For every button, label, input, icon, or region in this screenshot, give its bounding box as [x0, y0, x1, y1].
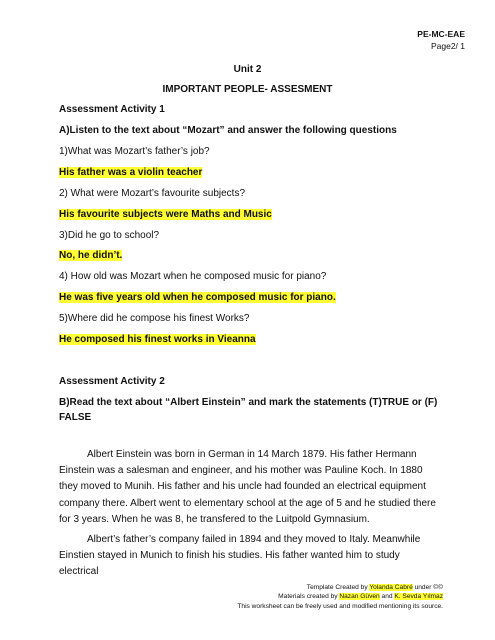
question-4: 4) How old was Mozart when he composed music for piano?: [59, 271, 327, 282]
activity1-instruction: A)Listen to the text about “Mozart” and answer the following questions: [59, 125, 397, 136]
materials-author-2: K. Sevda Yılmaz: [394, 593, 443, 601]
unit-label: Unit 2: [233, 64, 262, 75]
document-code: PE-MC-EAE: [417, 29, 465, 39]
answer-2: His favourite subjects were Maths and Music: [59, 209, 272, 220]
footer-text: Materials created by: [278, 593, 340, 601]
question-3: 3)Did he go to school?: [59, 230, 160, 241]
answer-5: He composed his finest works in Vieanna: [59, 334, 256, 345]
question-1: 1)What was Mozart’s father’s job?: [59, 146, 210, 157]
answer-1: His father was a violin teacher: [59, 167, 203, 178]
footer-text: under ©©: [412, 584, 443, 591]
footer-materials-credit: [237, 592, 443, 601]
einstein-text: [59, 447, 437, 581]
answer-3: No, he didn’t.: [59, 250, 123, 261]
question-2: 2) What were Mozart’s favourite subjects?: [59, 188, 246, 199]
footer-text: Template Created by: [306, 584, 370, 591]
activity2-heading: Assessment Activity 2: [59, 376, 165, 387]
activity2-instruction-line2: FALSE: [59, 412, 92, 423]
paragraph-2: Albert’s father’s company failed in 1894 and they moved to Italy. Meanwhile Einstien stayed in Munich to finish his studies. His father wanted him to study electrical: [59, 534, 421, 578]
paragraph-1: Albert Einstein was born in German in 14 March 1879. His father Hermann Einstein was a salesman and engineer, and his mother was Pauline Koch. In 1880 they moved to Munih. His father and his uncle had founded an electrical equipment company there. Albert went to elementary school at the age of 5 and he studied there for 3 years. When he was 8, he transfered to the Luitpold Gymnasium.: [59, 449, 436, 525]
page-footer: [237, 583, 443, 611]
page-header: [417, 28, 465, 52]
question-5: 5)Where did he compose his finest Works?: [59, 313, 250, 324]
template-author: Yolanda Cabré: [369, 584, 413, 591]
activity2-instruction-line1: B)Read the text about “Albert Einstein” and mark the statements (T)TRUE or (F): [59, 397, 438, 408]
page-number: Page2/ 1: [430, 41, 465, 51]
page-title: IMPORTANT PEOPLE- ASSESMENT: [162, 84, 333, 95]
footer-text: and: [379, 593, 395, 601]
footer-template-credit: [237, 583, 443, 592]
activity1-heading: Assessment Activity 1: [59, 104, 165, 115]
answer-4: He was five years old when he composed music for piano.: [59, 292, 336, 303]
materials-author-1: Nazan Güven: [339, 593, 380, 601]
footer-license: This worksheet can be freely used and modified mentioning its source.: [237, 602, 443, 610]
